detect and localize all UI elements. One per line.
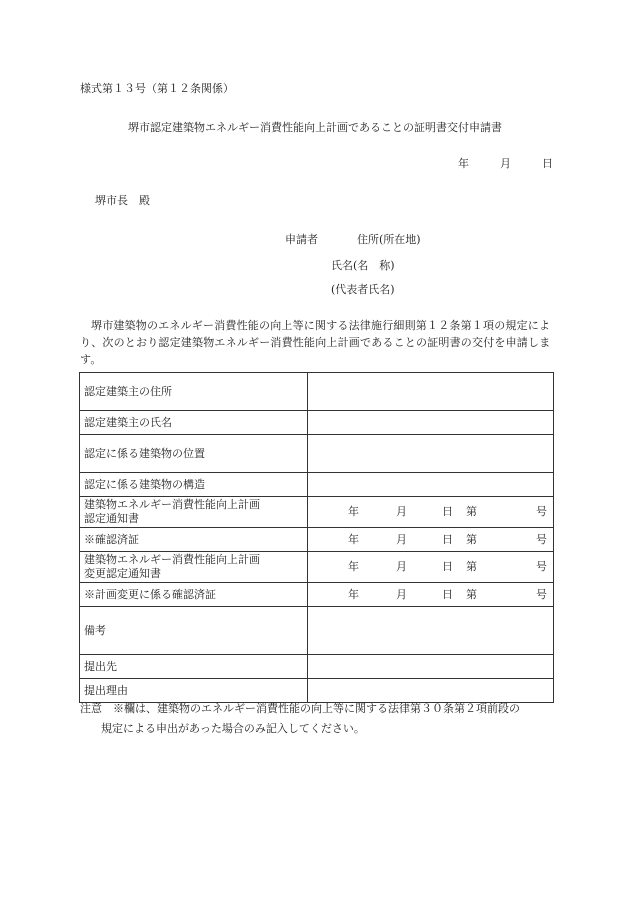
date-part-gou: 号 — [536, 505, 547, 518]
value-field[interactable] — [308, 607, 554, 655]
application-date — [458, 155, 553, 171]
row-label: 認定に係る建築物の構造 — [80, 473, 308, 497]
row-label: 認定建築主の氏名 — [80, 411, 308, 435]
applicant-label: 申請者 — [285, 233, 318, 246]
note — [80, 699, 560, 739]
date-part-dai: 第 — [466, 587, 477, 601]
row-label: 提出先 — [80, 655, 308, 679]
value-field[interactable] — [308, 435, 554, 473]
applicant-address-label: 住所(所在地) — [357, 233, 421, 246]
date-part-gou: 号 — [536, 587, 547, 601]
date-year-label: 年 — [458, 157, 469, 170]
date-part-month: 月 — [396, 532, 407, 546]
date-part-day: 日 — [442, 587, 453, 601]
table-row — [80, 473, 554, 497]
date-part-year: 年 — [348, 532, 359, 546]
date-part-gou: 号 — [536, 560, 547, 573]
date-month-label: 月 — [500, 157, 511, 170]
date-part-month: 月 — [396, 587, 407, 601]
applicant-name-label: 氏名(名 称) — [331, 259, 395, 272]
date-number-field[interactable] — [308, 552, 554, 583]
date-part-month: 月 — [396, 560, 407, 573]
date-part-dai: 第 — [466, 532, 477, 546]
row-label: 認定建築主の住所 — [80, 373, 308, 411]
date-part-day: 日 — [442, 560, 453, 573]
table-row — [80, 411, 554, 435]
date-part-year: 年 — [348, 560, 359, 573]
date-part-dai: 第 — [466, 560, 477, 573]
date-part-month: 月 — [396, 505, 407, 518]
application-statement — [80, 317, 558, 368]
value-field[interactable] — [308, 411, 554, 435]
date-day-label: 日 — [542, 157, 553, 170]
addressee: 堺市長 殿 — [95, 194, 150, 207]
table-row — [80, 373, 554, 411]
value-field[interactable] — [308, 473, 554, 497]
table-row — [80, 583, 554, 607]
note-line-1: 注意 ※欄は、建築物のエネルギー消費性能の向上等に関する法律第３０条第２項前段の — [80, 702, 520, 715]
date-part-dai: 第 — [466, 505, 477, 518]
form-title: 堺市認定建築物エネルギー消費性能向上計画であることの証明書交付申請書 — [128, 121, 502, 134]
date-part-year: 年 — [348, 505, 359, 518]
value-field[interactable] — [308, 655, 554, 679]
date-part-day: 日 — [442, 532, 453, 546]
row-label: 提出理由 — [80, 679, 308, 703]
table-row — [80, 607, 554, 655]
date-number-field[interactable] — [308, 497, 554, 528]
date-part-year: 年 — [348, 587, 359, 601]
note-line-2: 規定による申出があった場合のみ記入してください。 — [101, 722, 365, 735]
date-part-gou: 号 — [536, 532, 547, 546]
row-label: ※確認済証 — [80, 528, 308, 552]
table-row — [80, 435, 554, 473]
date-number-field[interactable] — [308, 528, 554, 552]
form-number: 様式第１３号（第１２条関係） — [80, 82, 234, 95]
row-label: 建築物エネルギー消費性能向上計画 変更認定通知書 — [80, 552, 308, 583]
table-row — [80, 528, 554, 552]
value-field[interactable] — [308, 373, 554, 411]
table-row — [80, 655, 554, 679]
row-label: 認定に係る建築物の位置 — [80, 435, 308, 473]
row-label: ※計画変更に係る確認済証 — [80, 583, 308, 607]
table-row — [80, 552, 554, 583]
row-label: 備考 — [80, 607, 308, 655]
date-part-day: 日 — [442, 505, 453, 518]
representative-name-label: (代表者氏名) — [331, 283, 395, 296]
application-table — [79, 372, 554, 703]
table-row — [80, 497, 554, 528]
date-number-field[interactable] — [308, 583, 554, 607]
row-label: 建築物エネルギー消費性能向上計画 認定通知書 — [80, 497, 308, 528]
application-statement-text: 堺市建築物のエネルギー消費性能の向上等に関する法律施行細則第１２条第１項の規定により、次のとおり認定建築物エネルギー消費性能向上計画であることの証明書の交付を申請します。 — [80, 319, 551, 366]
